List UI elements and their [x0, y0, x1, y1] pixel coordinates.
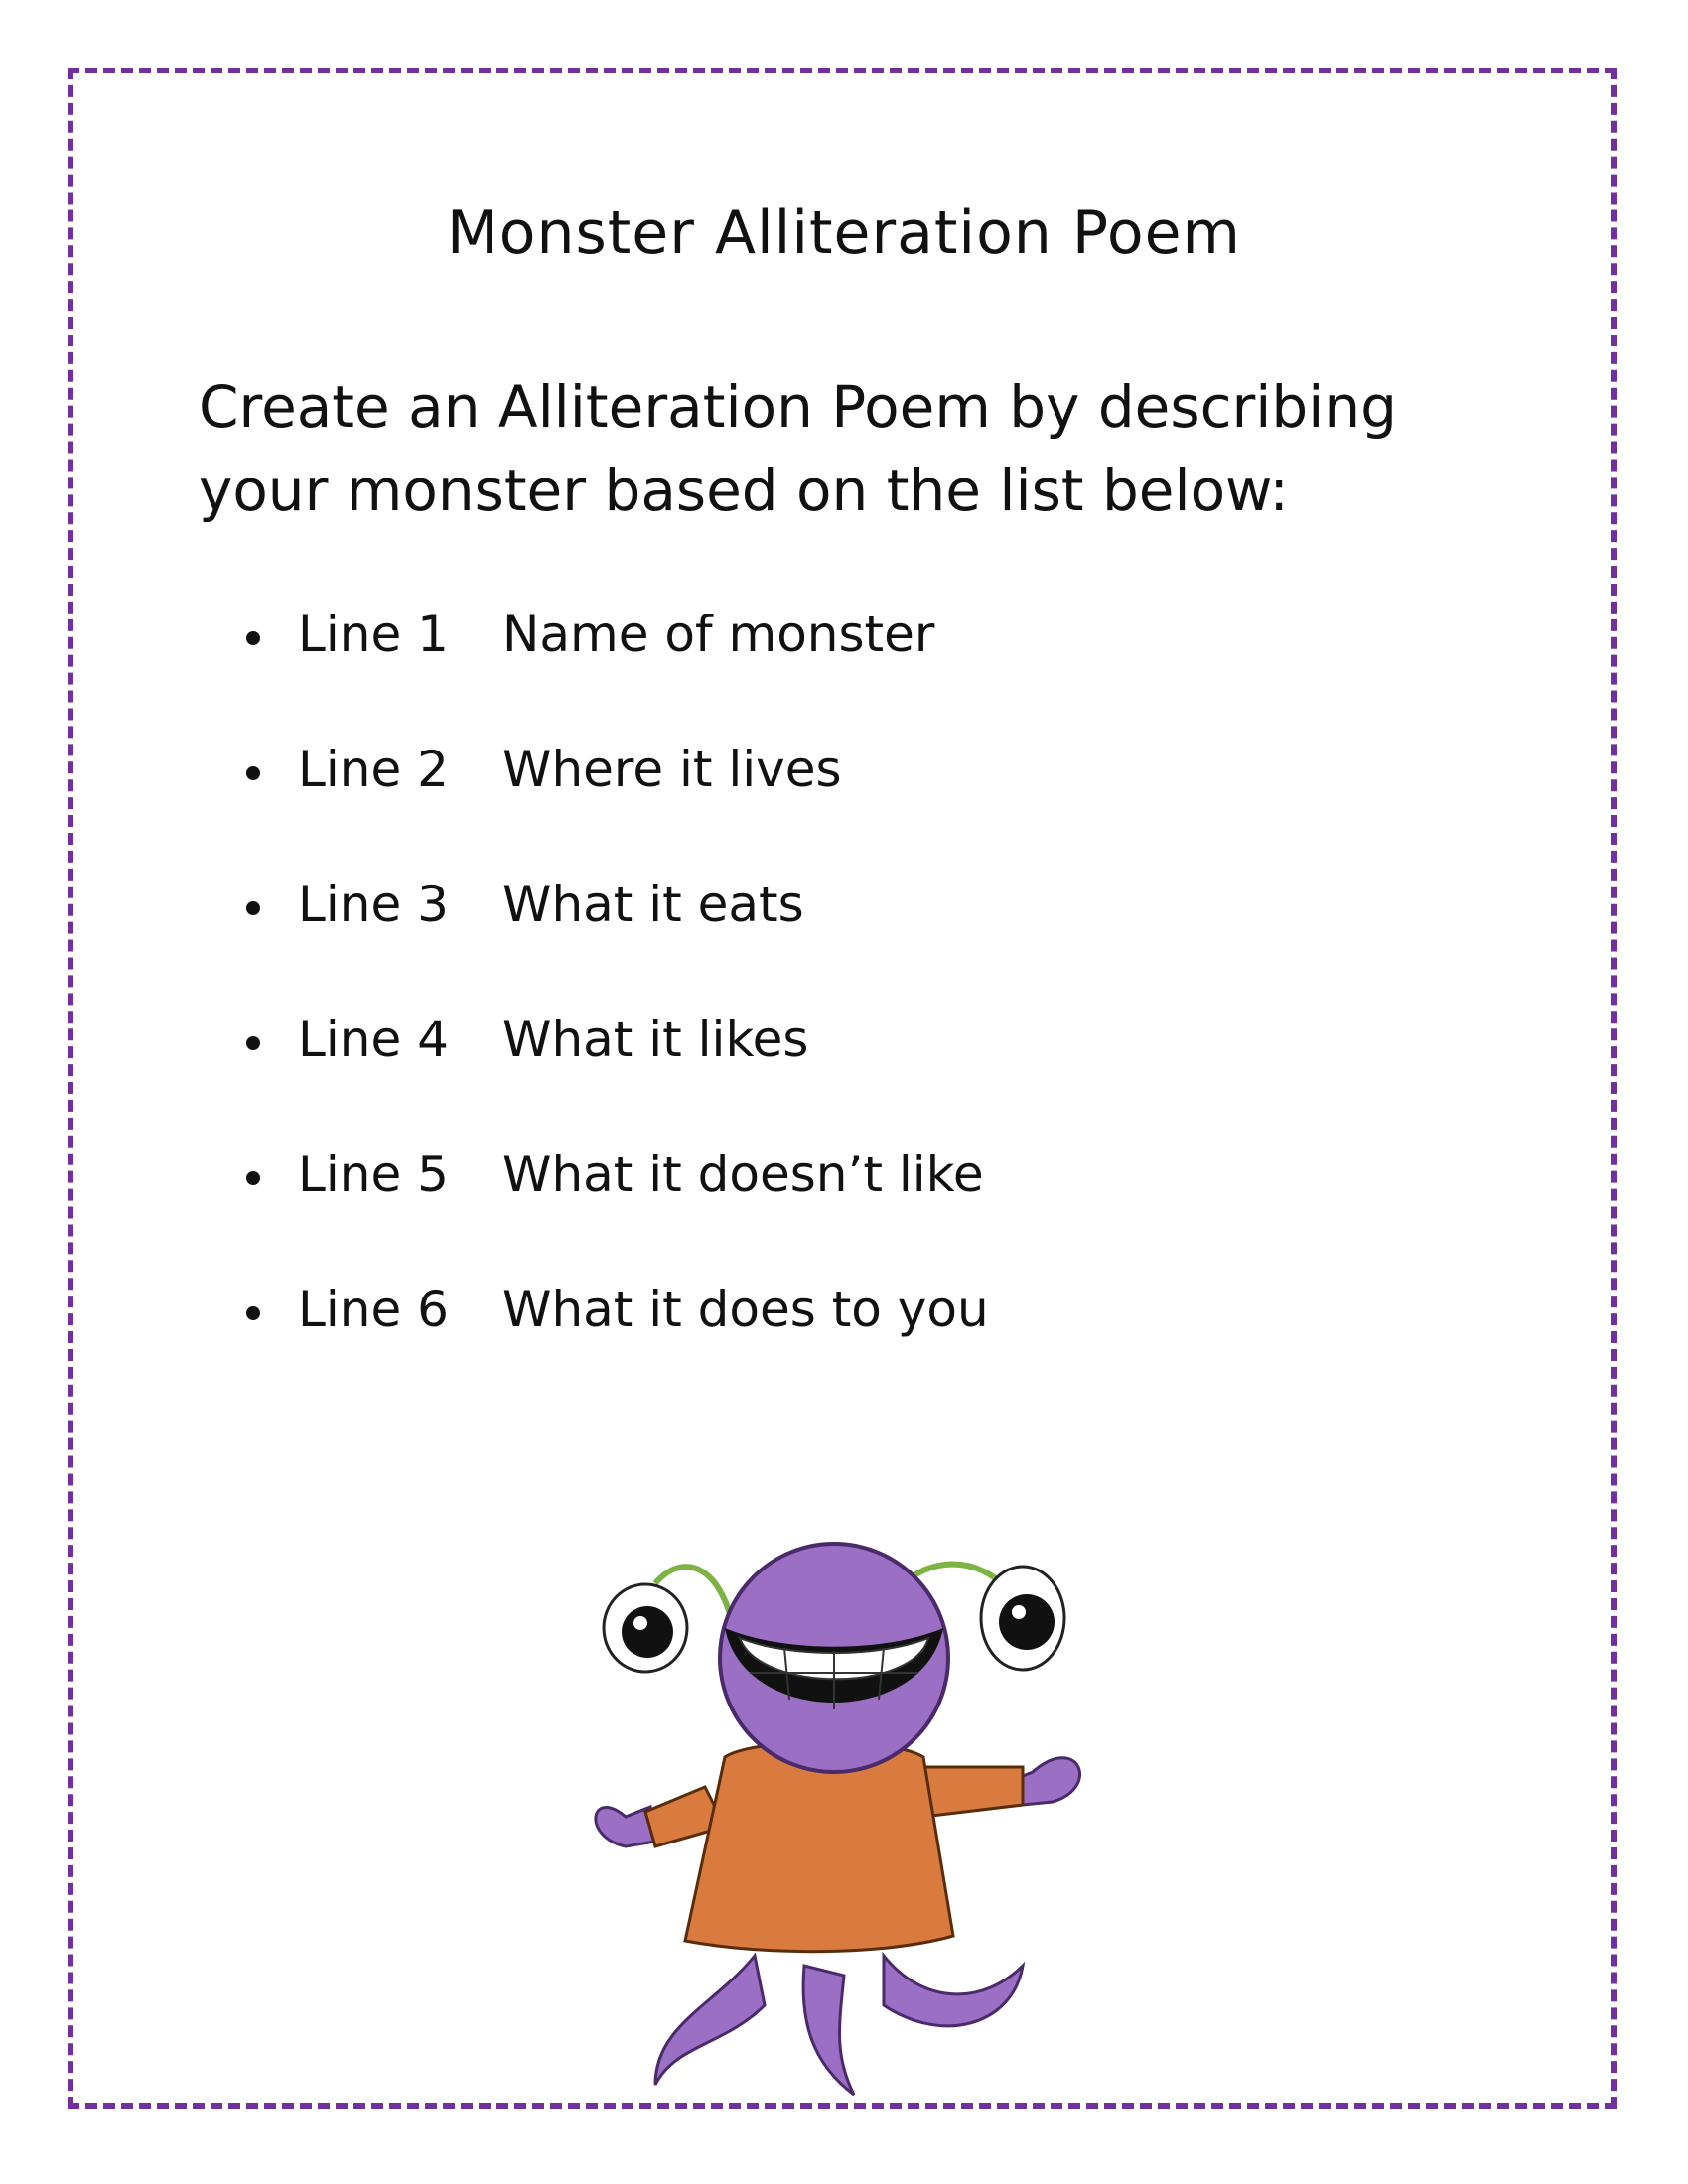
bullet-icon: [246, 631, 260, 645]
bullet-icon: [246, 1171, 260, 1185]
line-description: Name of monster: [502, 606, 935, 663]
line-description: What it likes: [502, 1011, 809, 1068]
line-description: Where it lives: [502, 741, 842, 798]
line-label: Line 5: [298, 1146, 449, 1203]
line-label: Line 6: [298, 1281, 449, 1338]
line-description: What it does to you: [502, 1281, 989, 1338]
purple-monster-illustration: [586, 1489, 1102, 2105]
bullet-icon: [246, 766, 260, 780]
line-label: Line 4: [298, 1011, 449, 1068]
line-label: Line 1: [298, 606, 449, 663]
instructions-text: Create an Alliteration Poem by describing your monster based on the list below:: [199, 373, 1397, 524]
page-title: Monster Alliteration Poem: [447, 199, 1241, 268]
line-label: Line 3: [298, 876, 449, 933]
bullet-icon: [246, 901, 260, 915]
bullet-icon: [246, 1306, 260, 1320]
line-description: What it doesn’t like: [502, 1146, 984, 1203]
line-label: Line 2: [298, 741, 449, 798]
bullet-icon: [246, 1036, 260, 1050]
line-description: What it eats: [502, 876, 804, 933]
